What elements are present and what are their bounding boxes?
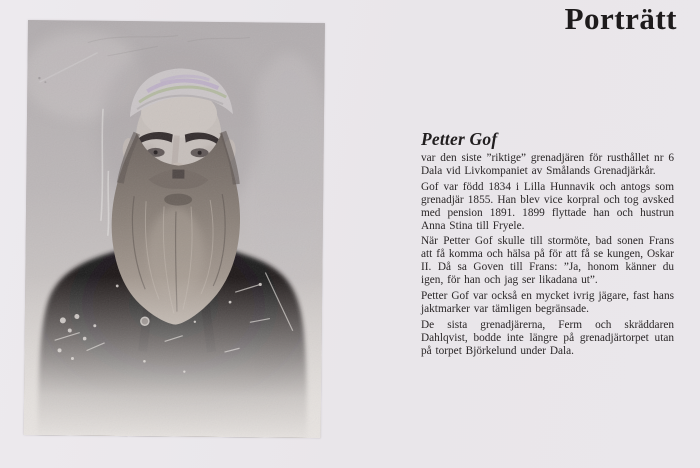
page-title: Porträtt [564,1,677,36]
photo-grain [24,20,325,438]
article [421,130,674,361]
article-paragraph: var den siste ”riktige” grenadjären för rusthållet nr 6 Dala vid Livkompaniet av Smålands Grenadjärkår. [421,152,674,177]
bearded-man-portrait [24,20,325,438]
article-heading: Petter Gof [421,129,498,149]
article-paragraph: När Petter Gof skulle till stormöte, bad sonen Frans att få komma och hälsa på för att få se kungen, Oskar II. Då sa Goven till Frans: ”Ja, honom känner du igen, för han och jag ser likadana ut”. [421,235,674,287]
article-paragraph: De sista grenadjärerna, Ferm och skräddaren Dahlqvist, bodde inte längre på grenadjärtorpet utan på torpet Björkelund under Dala. [421,318,674,357]
article-paragraph: Gof var född 1834 i Lilla Hunnavik och antogs som grenadjär 1855. Han blev vice korpral och tog avsked med pension 1891. 1899 flyttade han och hustrun Anna Stina till Fryele. [421,180,674,232]
portrait-photo [24,20,325,438]
article-paragraph: Petter Gof var också en mycket ivrig jägare, fast hans jaktmarker var tämligen begränsade. [421,290,674,315]
